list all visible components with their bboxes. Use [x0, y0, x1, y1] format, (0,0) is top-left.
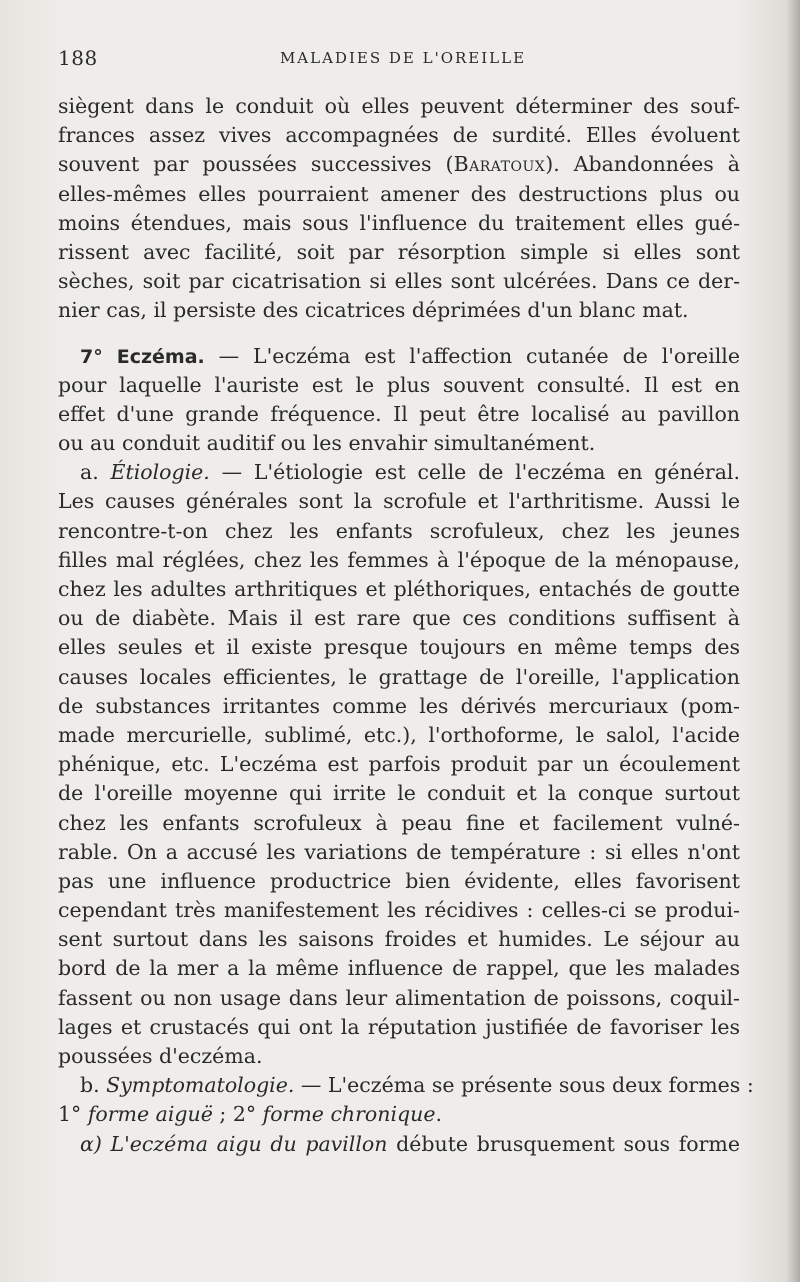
- text-line: chez les enfants scrofuleux à peau fine et facilement vulné-: [58, 810, 740, 835]
- text-line: poussées d'eczéma.: [58, 1044, 263, 1068]
- form-name: forme chronique: [262, 1102, 436, 1127]
- text-line: chez les adultes arthritiques et pléthoriques, entachés de goutte: [58, 577, 740, 601]
- text-line: rissent avec facilité, soit par résorption simple si elles sont: [58, 239, 740, 264]
- text-line: [58, 458, 740, 487]
- section-heading: 7° Eczéma.: [80, 345, 205, 368]
- text-line: moins étendues, mais sous l'influence du traitement elles gué-: [58, 210, 740, 235]
- text-span: 1°: [58, 1102, 88, 1127]
- text-line: [58, 342, 740, 371]
- author-name: Baratoux: [453, 152, 546, 177]
- text-span: — L'eczéma se présente sous deux formes :: [294, 1073, 754, 1098]
- text-span: souvent par poussées successives (: [58, 152, 454, 177]
- text-line: filles mal réglées, chez les femmes à l'époque de la ménopause,: [58, 547, 740, 572]
- text-span: — L'étiologie est celle de l'eczéma en général.: [209, 460, 740, 485]
- text-span: — L'eczéma est l'affection cutanée de l'oreille: [204, 343, 740, 368]
- text-line: [58, 1071, 754, 1100]
- running-title: MALADIES DE L'OREILLE: [279, 49, 527, 67]
- text-line: sent surtout dans les saisons froides et humides. Le séjour au: [58, 927, 740, 952]
- page-header: [58, 46, 748, 76]
- form-name: forme aiguë: [87, 1102, 213, 1127]
- paragraph-gap: [58, 326, 740, 342]
- text-span: .: [435, 1102, 443, 1127]
- text-line: rencontre-t-on chez les enfants scrofuleux, chez les jeunes: [58, 518, 740, 543]
- text-line: phénique, etc. L'eczéma est parfois produit par un écoulement: [58, 752, 740, 777]
- text-line: pour laquelle l'auriste est le plus souvent consulté. Il est en: [58, 372, 740, 397]
- subsection-label: a.: [80, 460, 111, 485]
- text-span: ). Abandonnées à: [545, 152, 740, 177]
- subsection-title: α) L'eczéma aigu du pavillon: [80, 1131, 388, 1156]
- text-line: [58, 150, 740, 179]
- text-line: causes locales efficientes, le grattage de l'oreille, l'application: [58, 664, 740, 689]
- text-line: [58, 1130, 740, 1159]
- subsection-title: Étiologie.: [110, 460, 210, 485]
- text-line: elles seules et il existe presque toujours en même temps des: [58, 635, 740, 660]
- text-line: siègent dans le conduit où elles peuvent déterminer des souf-: [58, 94, 740, 118]
- text-line: nier cas, il persiste des cicatrices déprimées d'un blanc mat.: [58, 298, 689, 323]
- text-line: rable. On a accusé les variations de température : si elles n'ont: [58, 839, 740, 864]
- text-span: ; 2°: [212, 1102, 263, 1127]
- body-text: [58, 92, 754, 1159]
- page-gutter-shadow: [786, 0, 800, 1282]
- text-line: ou de diabète. Mais il est rare que ces conditions suffisent à: [58, 606, 740, 631]
- text-line: frances assez vives accompagnées de surdité. Elles évoluent: [58, 123, 740, 148]
- text-line: sèches, soit par cicatrisation si elles sont ulcérées. Dans ce der-: [58, 269, 740, 294]
- text-line: made mercurielle, sublimé, etc.), l'orthoforme, le salol, l'acide: [58, 722, 740, 747]
- text-line: [58, 1100, 740, 1129]
- text-line: effet d'une grande fréquence. Il peut être localisé au pavillon: [58, 401, 740, 426]
- text-line: ou au conduit auditif ou les envahir simultanément.: [58, 431, 596, 456]
- text-line: lages et crustacés qui ont la réputation justifiée de favoriser les: [58, 1014, 740, 1039]
- text-span: débute brusquement sous forme: [387, 1131, 741, 1156]
- text-line: de l'oreille moyenne qui irrite le conduit et la conque surtout: [58, 781, 740, 806]
- subsection-label: b.: [80, 1073, 107, 1098]
- text-line: cependant très manifestement les récidives : celles-ci se produi-: [58, 898, 740, 923]
- text-line: bord de la mer a la même influence de rappel, que les malades: [58, 956, 740, 981]
- text-line: elles-mêmes elles pourraient amener des destructions plus ou: [58, 181, 740, 206]
- text-line: pas une influence productrice bien évidente, elles favorisent: [58, 868, 740, 893]
- text-line: Les causes générales sont la scrofule et l'arthritisme. Aussi le: [58, 489, 740, 514]
- page-number: 188: [58, 46, 98, 70]
- text-line: fassent ou non usage dans leur alimentation de poissons, coquil-: [58, 985, 740, 1010]
- text-line: de substances irritantes comme les dérivés mercuriaux (pom-: [58, 693, 740, 718]
- subsection-title: Symptomatologie.: [106, 1073, 295, 1098]
